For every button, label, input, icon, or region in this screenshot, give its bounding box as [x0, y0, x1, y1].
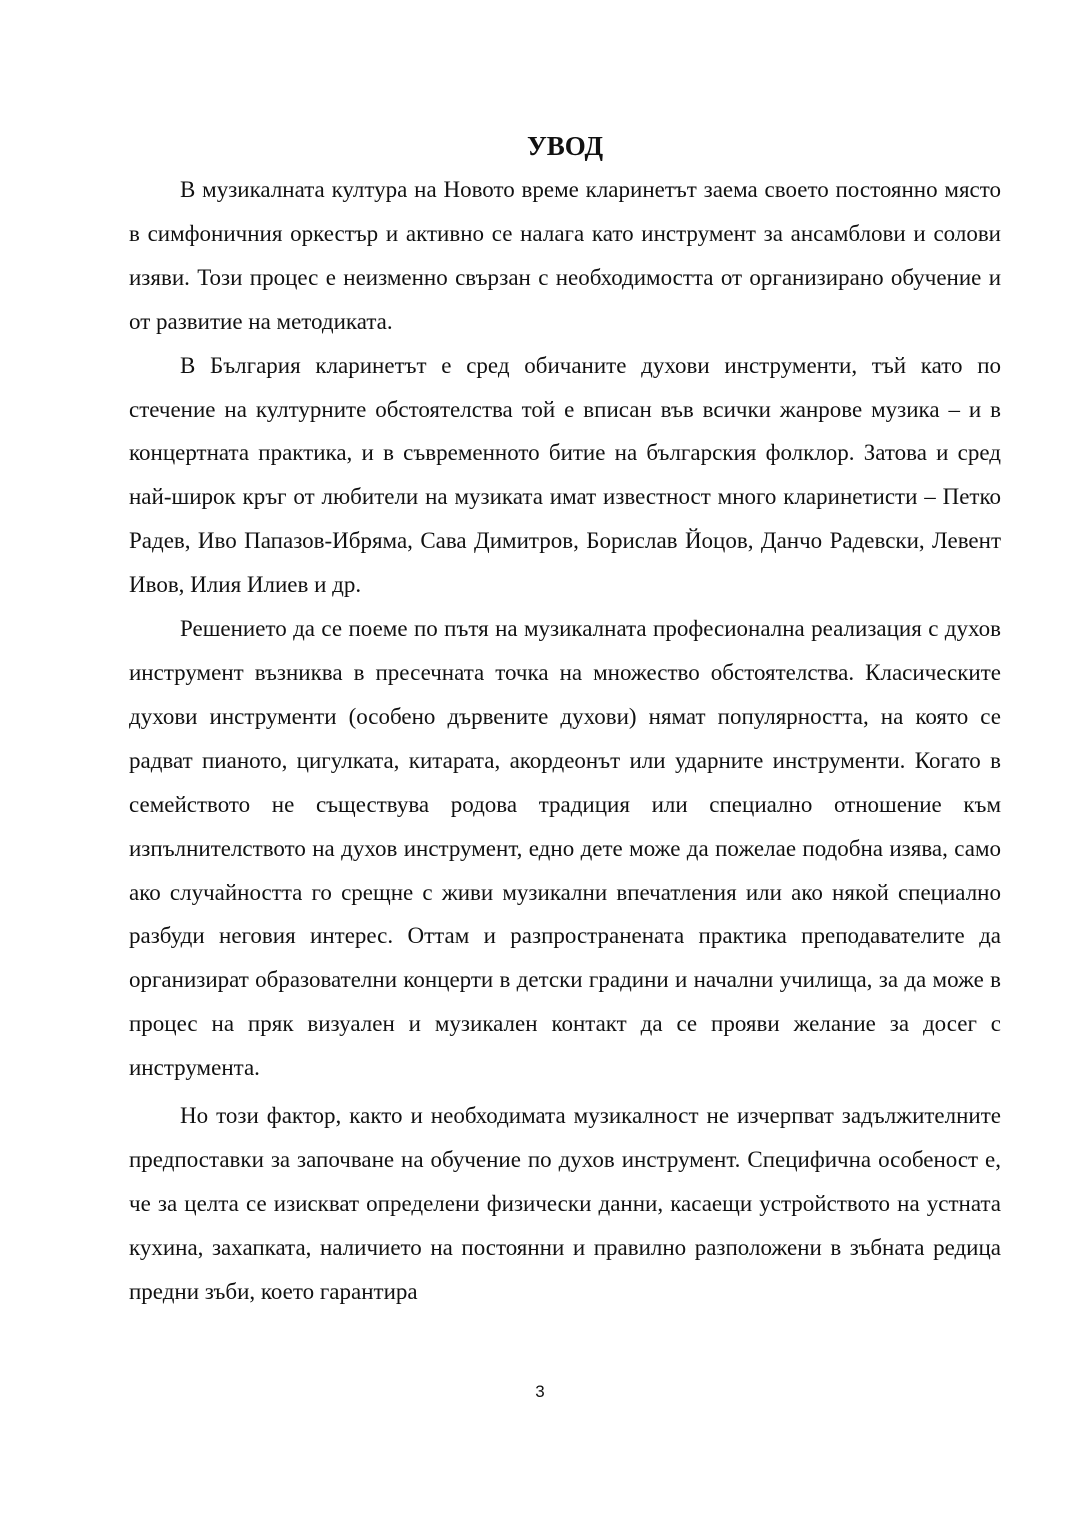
- chapter-title: УВОД: [526, 131, 604, 161]
- paragraph-2: В България кларинетът е сред обичаните духови инструменти, тъй като по стечение на културните обстоятелства той е вписан във всички жанрове музика – и в концертната практика, и в съвременното битие на българския фолклор. Затова и сред най-широк кръг от любители на музиката имат известност много кларинетисти – Петко Радев, Иво Папазов-Ибряма, Сава Димитров, Борислав Йоцов, Данчо Радевски, Левент Ивов, Илия Илиев и др.: [129, 352, 1001, 598]
- page-number: 3: [535, 1382, 545, 1401]
- paragraph-3: Решението да се поеме по пътя на музикалната професионална реализация с духов инструмент възниква в пресечната точка на множество обстоятелства. Класическите духови инструменти (особено дървените духови) нямат популярността, на която се радват пианото, цигулката, китарата, акордеонът или ударните инструменти. Когато в семейството не съществува родова традиция или специално отношение към изпълнителството на духов инструмент, едно дете може да пожелае подобна изява, само ако случайността го срещне с живи музикални впечатления или ако някой специално разбуди неговия интерес. Оттам и разпространената практика преподавателите да организират образователни концерти в детски градини и начални училища, за да може в процес на пряк визуален и музикален контакт да се прояви желание за досег с инструмента.: [129, 616, 1001, 1081]
- paragraph-4: Но този фактор, както и необходимата музикалност не изчерпват задължителните предпоставки за започване на обучение по духов инструмент. Специфична особеност е, че за целта се изискват определени физически данни, касаещи устройството на устната кухина, захапката, наличието на постоянни и правилно разположени в зъбната редица предни зъби, което гарантира: [129, 1103, 1001, 1304]
- page-body: [129, 126, 1001, 1314]
- paragraph-1: В музикалната култура на Новото време кларинетът заема своето постоянно място в симфоничния оркестър и активно се налага като инструмент за ансамблови и солови изяви. Този процес е неизменно свързан с необходимостта от организирано обучение и от развитие на методиката.: [129, 177, 1001, 334]
